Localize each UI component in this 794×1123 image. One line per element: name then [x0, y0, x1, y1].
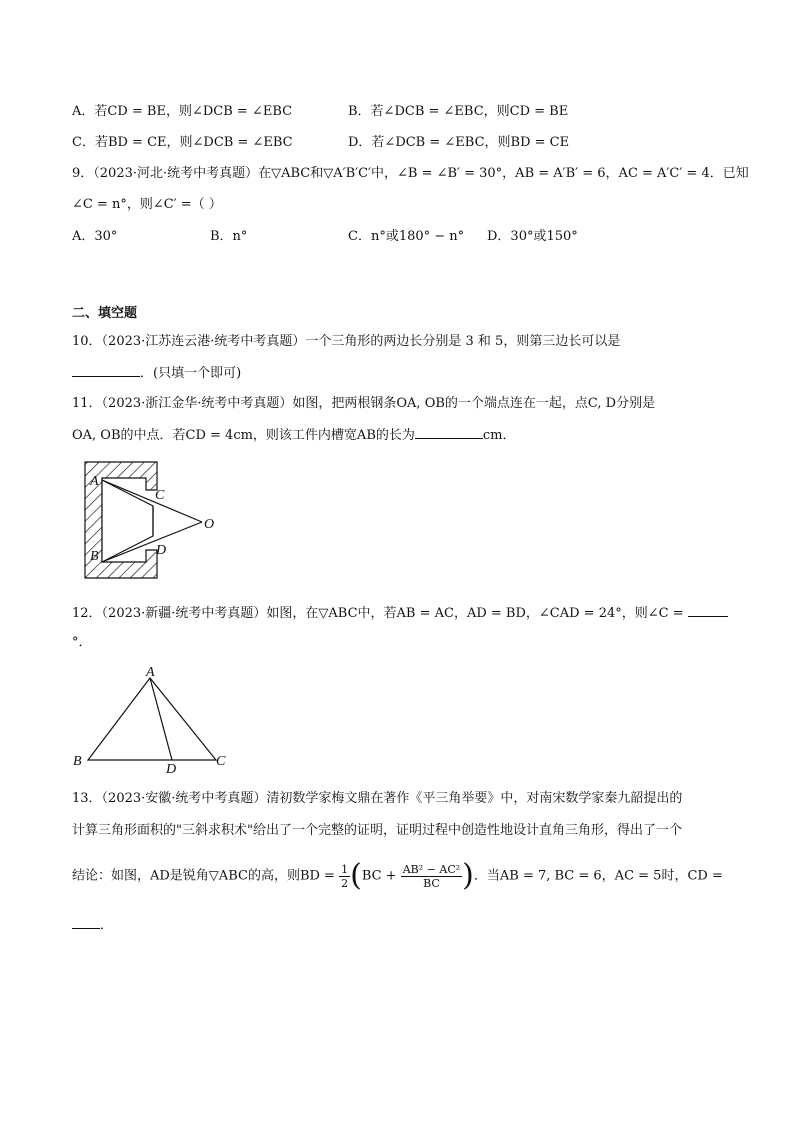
q13-stem-line1: 13．（2023·安徽·统考中考真题）清初数学家梅文鼎在著作《平三角举要》中，对南宋数学家秦九韶提出的	[72, 791, 683, 806]
q8-option-d: D．若∠DCB = ∠EBC，则BD = CE	[348, 135, 570, 150]
section-fill-in-blank-title: 二、填空题	[72, 306, 138, 321]
q13-stem-line3	[72, 856, 723, 896]
label-d: D	[156, 543, 167, 558]
q13-line3-cond: ．当AB = 7, BC = 6，AC = 5时，CD =	[473, 868, 723, 884]
q11-stem-line1: 11．（2023·浙江金华·统考中考真题）如图，把两根钢条OA, OB的一个端点连在一起，点C, D分别是	[72, 396, 656, 411]
q8-option-c: C．若BD = CE，则∠DCB = ∠EBC	[72, 135, 293, 150]
segment-ad	[150, 678, 172, 760]
right-paren: )	[462, 858, 474, 893]
q10-line2-text: ．(只填一个即可)	[140, 366, 242, 381]
label-b: B	[90, 549, 99, 564]
q11-figure	[80, 458, 230, 586]
q10-answer-blank[interactable]	[72, 364, 140, 377]
q8-option-b: B．若∠DCB = ∠EBC，则CD = BE	[348, 104, 569, 119]
q13-answer-blank[interactable]	[72, 916, 100, 929]
q11-line2-unit: cm．	[482, 428, 516, 443]
q11-answer-blank[interactable]	[415, 426, 483, 439]
inner-quad	[102, 480, 153, 562]
label-d: D	[166, 762, 177, 776]
triangle-abc	[88, 678, 216, 760]
q9-option-c: C．n°或180° − n°	[348, 229, 465, 244]
q10-stem-line1: 10．（2023·江苏连云港·统考中考真题）一个三角形的两边长分别是 3 和 5，则第三边长可以是	[72, 334, 621, 349]
left-paren: (	[350, 858, 362, 893]
label-c: C	[155, 488, 165, 503]
q12-answer-blank[interactable]	[688, 604, 728, 617]
q9-option-a: A．30°	[72, 229, 118, 244]
q13-paren-term: BC +	[361, 868, 397, 884]
q10-stem-line2	[72, 364, 241, 383]
label-a: A	[146, 665, 155, 680]
q13-stem-line2: 计算三角形面积的"三斜求积术"给出了一个完整的证明，证明过程中创造性地设计直角三角形，得出了一个	[72, 823, 682, 838]
q12-figure	[66, 664, 236, 776]
q11-stem-line2	[72, 426, 515, 445]
label-c: C	[216, 754, 226, 769]
fraction-one-half: $\frac{1}{2}$	[341, 862, 349, 890]
label-o: O	[204, 517, 215, 532]
label-b: B	[73, 754, 82, 769]
q8-option-a: A．若CD = BE，则∠DCB = ∠EBC	[72, 104, 293, 119]
q13-line4-text: ．	[100, 918, 114, 933]
q9-option-b: B．n°	[210, 229, 248, 244]
q9-stem-line2: ∠C = n°，则∠C′ =（ ）	[72, 197, 222, 212]
q13-line3-text: 结论：如图，AD是锐角▽ABC的高，则BD =	[72, 868, 335, 884]
q12-line1-text: 12．（2023·新疆·统考中考真题）如图，在▽ABC中，若AB = AC，AD = BD，∠CAD = 24°，则∠C =	[72, 606, 684, 621]
q12-stem-line1	[72, 604, 728, 623]
fraction-ab-ac: $\frac{\text{AB² − AC²}}{BC}$	[402, 862, 461, 890]
q9-option-d: D．30°或150°	[487, 229, 578, 244]
q11-line2-text: OA, OB的中点．若CD = 4cm，则该工件内槽宽AB的长为	[72, 428, 415, 443]
q13-stem-line4	[72, 916, 113, 935]
q12-stem-line2: °．	[72, 635, 92, 650]
q9-stem-line1: 9．（2023·河北·统考中考真题）在▽ABC和▽A′B′C′中，∠B = ∠B′ = 30°，AB = A′B′ = 6，AC = A′C′ = 4．已知	[72, 166, 749, 181]
label-a: A	[90, 474, 99, 489]
